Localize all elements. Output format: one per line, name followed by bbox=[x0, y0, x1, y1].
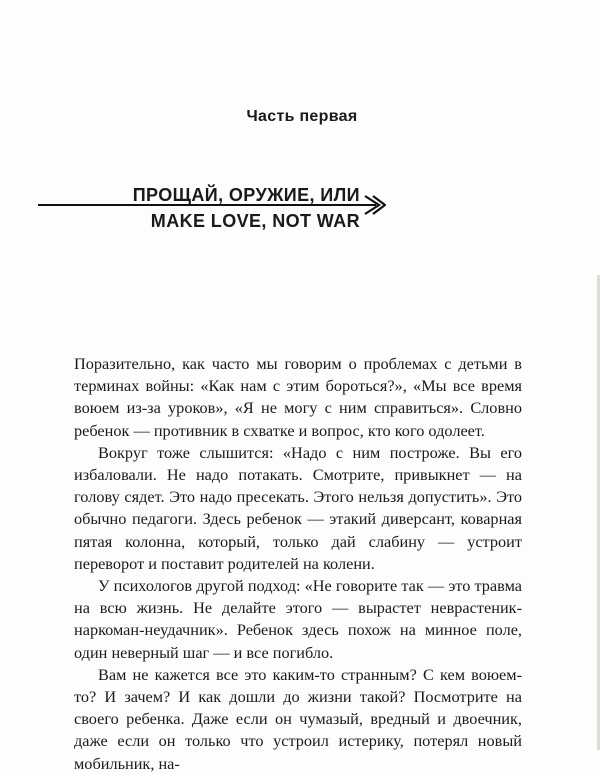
paragraph: Вокруг тоже слышится: «Надо с ним построже. Вы его избаловали. Не надо потакать. Смотрите, привыкнет — на голову сядет. Это надо пресекать. Этого нельзя допустить». Это обычно педагоги. Здесь ребенок — этакий диверсант, коварная пятая колонна, который, только дай слабину — устроит переворот и поставит родителей на колени. bbox=[74, 442, 522, 573]
paragraph: Поразительно, как часто мы говорим о проблемах с детьми в терминах войны: «Как нам с этим бороться?», «Мы все время воюем из-за уроков», «Я не могу с ним справиться». Словно ребенок — противник в схватке и вопрос, кто кого одолеет. bbox=[74, 354, 522, 440]
paragraph: У психологов другой подход: «Не говорите так — это травма на всю жизнь. Не делайте этого — вырастет неврастеник-наркоман-неудачник». Ребенок здесь похож на минное поле, один неверный шаг — и все погибло. bbox=[74, 576, 522, 662]
paragraph: Вам не кажется все это каким-то странным? С кем воюем-то? И зачем? И как дошли до жизни такой? Посмотрите на своего ребенка. Даже если он чумазый, вредный и двоечник, даже если он только что устроил истерику, потерял новый мобильник, на- bbox=[74, 664, 522, 773]
part-title: Часть первая bbox=[246, 108, 358, 125]
chapter-title bbox=[133, 182, 360, 234]
chapter-title-line-2: MAKE LOVE, NOT WAR bbox=[150, 211, 360, 231]
chapter-title-line-1: ПРОЩАЙ, ОРУЖИЕ, ИЛИ bbox=[132, 185, 360, 205]
body-text bbox=[74, 353, 522, 775]
